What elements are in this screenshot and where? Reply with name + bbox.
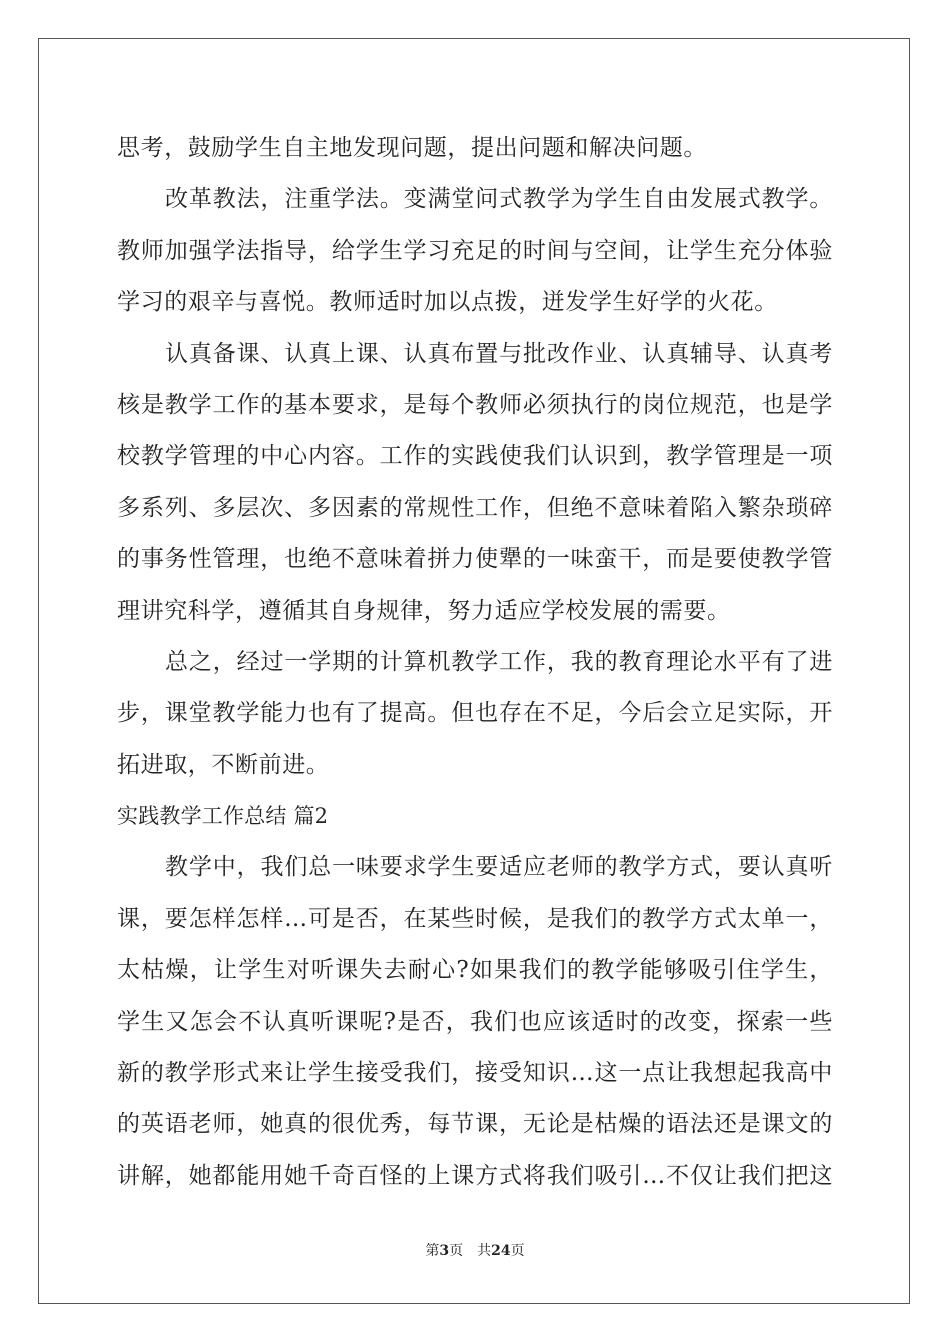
paragraph-line: 的事务性管理，也绝不意味着拼力使犟的一味蛮干，而是要使教学管	[117, 546, 833, 573]
page-prefix: 第	[425, 1243, 440, 1259]
section-heading: 实践教学工作总结 篇2	[117, 804, 329, 829]
paragraph-line: 核是教学工作的基本要求，是每个教师必须执行的岗位规范，也是学	[117, 391, 833, 418]
document-body	[117, 128, 833, 1207]
page-total: 24	[491, 1243, 511, 1259]
paragraph-line: 拓进取，不断前进。	[117, 751, 330, 778]
paragraph-line: 教学中，我们总一味要求学生要适应老师的教学方式，要认真听	[165, 854, 833, 881]
page-suffix: 页	[449, 1243, 464, 1259]
paragraph-line: 思考，鼓励学生自主地发现问题，提出问题和解决问题。	[117, 135, 707, 161]
total-suffix: 页	[510, 1243, 525, 1259]
paragraph-line: 的英语老师，她真的很优秀，每节课，无论是枯燥的语法还是课文的	[117, 1111, 833, 1138]
page-footer	[0, 1240, 950, 1260]
paragraph-line: 教师加强学法指导，给学生学习充足的时间与空间，让学生充分体验	[117, 237, 833, 264]
paragraph-line: 改革教法，注重学法。变满堂问式教学为学生自由发展式教学。	[165, 186, 833, 213]
paragraph-line: 多系列、多层次、多因素的常规性工作，但绝不意味着陷入繁杂琐碎	[117, 494, 833, 521]
paragraph-line: 新的教学形式来让学生接受我们，接受知识…这一点让我想起我高中	[117, 1060, 833, 1087]
paragraph-line: 学习的艰辛与喜悦。教师适时加以点拨，迸发学生好学的火花。	[117, 289, 778, 316]
total-prefix: 共	[477, 1243, 492, 1259]
paragraph-line: 认真备课、认真上课、认真布置与批改作业、认真辅导、认真考	[165, 340, 833, 367]
paragraph-line: 讲解，她都能用她千奇百怪的上课方式将我们吸引…不仅让我们把这	[117, 1162, 833, 1189]
page-current: 3	[439, 1243, 450, 1259]
paragraph-line: 步，课堂教学能力也有了提高。但也存在不足，今后会立足实际，开	[117, 700, 833, 727]
paragraph-line: 理讲究科学，遵循其自身规律，努力适应学校发展的需要。	[117, 597, 731, 624]
paragraph-line: 太枯燥，让学生对听课失去耐心?如果我们的教学能够吸引住学生，	[117, 957, 833, 984]
paragraph-line: 学生又怎会不认真听课呢?是否，我们也应该适时的改变，探索一些	[117, 1008, 833, 1035]
paragraph-line: 总之，经过一学期的计算机教学工作，我的教育理论水平有了进	[165, 648, 833, 675]
paragraph-line: 课，要怎样怎样…可是否，在某些时候，是我们的教学方式太单一，	[117, 905, 833, 932]
paragraph-line: 校教学管理的中心内容。工作的实践使我们认识到，教学管理是一项	[117, 443, 833, 470]
